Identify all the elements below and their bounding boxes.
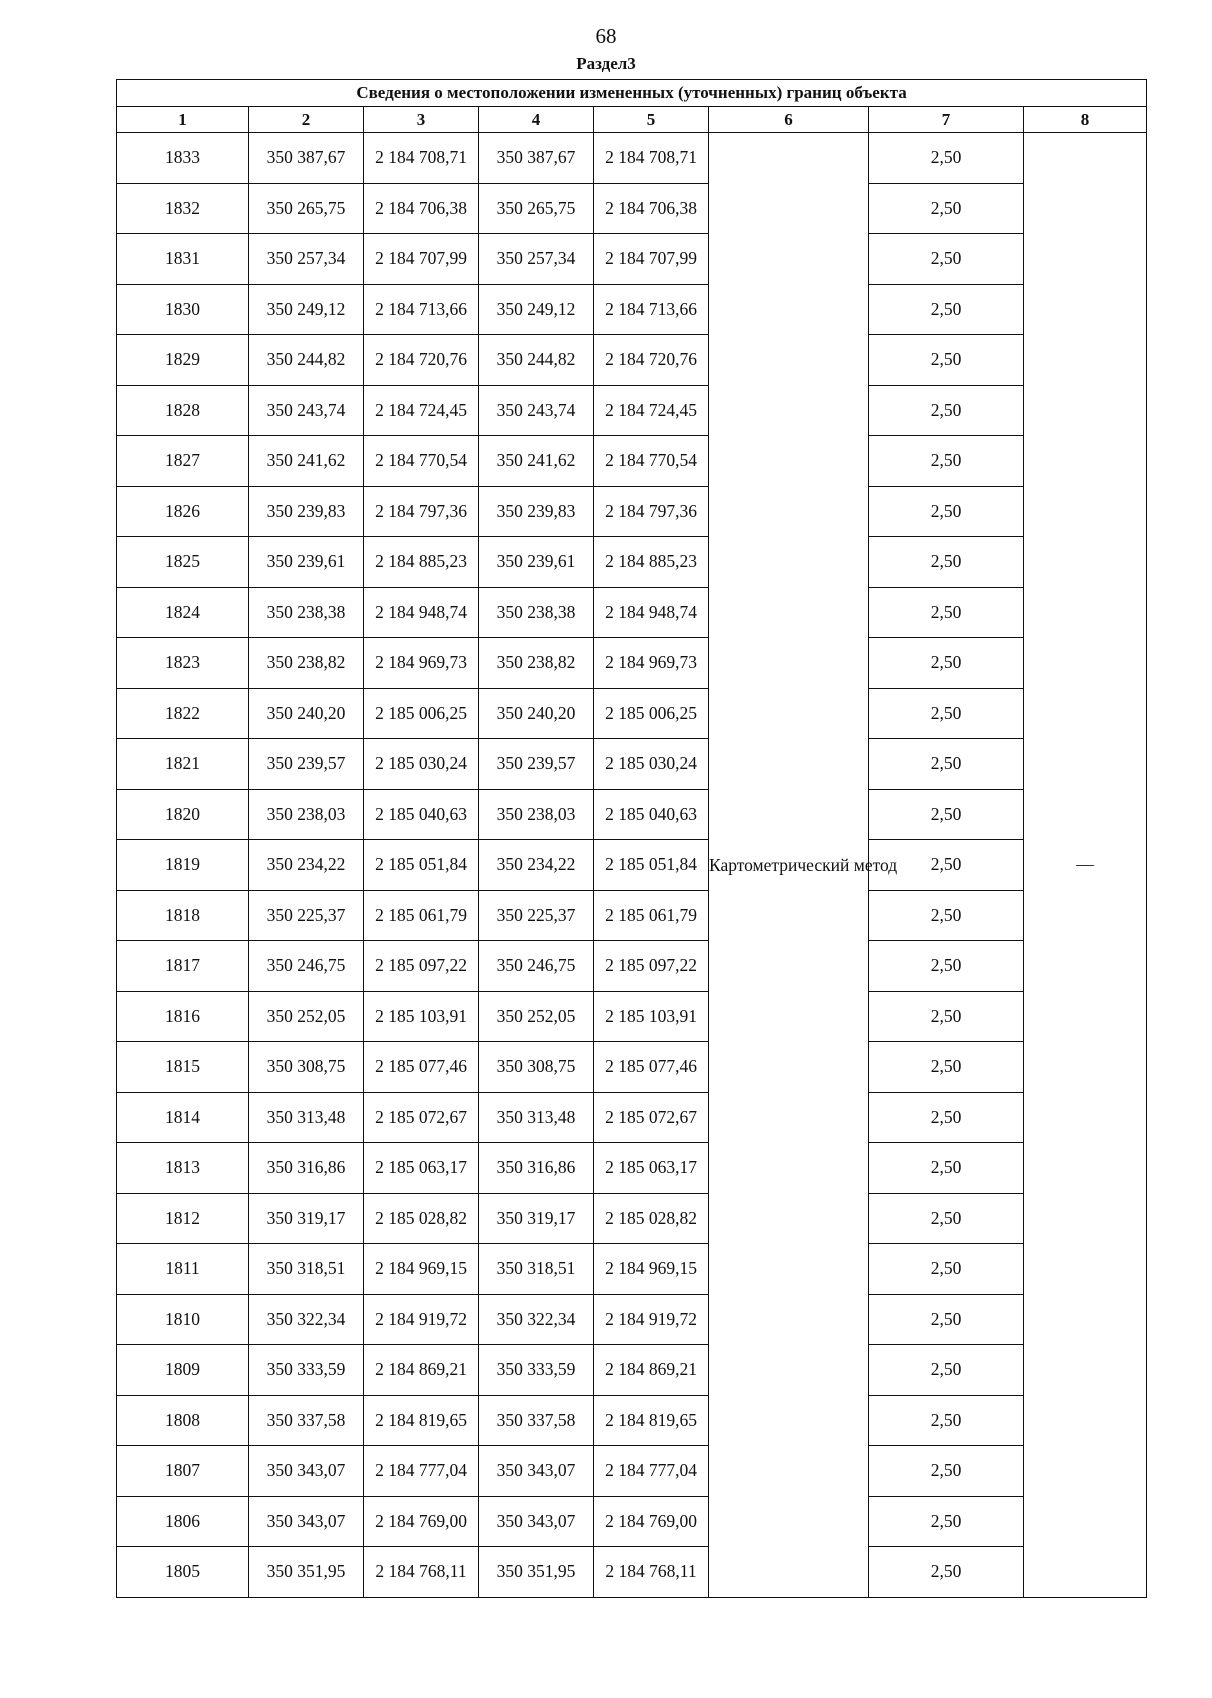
description-cell: — bbox=[1024, 133, 1147, 1598]
new-y-cell: 2 184 713,66 bbox=[594, 284, 709, 335]
point-number-cell: 1806 bbox=[117, 1496, 249, 1547]
table-row bbox=[117, 1446, 1147, 1497]
old-y-cell: 2 185 061,79 bbox=[364, 890, 479, 941]
new-y-cell: 2 185 063,17 bbox=[594, 1143, 709, 1194]
precision-cell: 2,50 bbox=[869, 1395, 1024, 1446]
new-y-cell: 2 184 724,45 bbox=[594, 385, 709, 436]
precision-cell: 2,50 bbox=[869, 183, 1024, 234]
new-x-cell: 350 225,37 bbox=[479, 890, 594, 941]
new-x-cell: 350 240,20 bbox=[479, 688, 594, 739]
new-x-cell: 350 234,22 bbox=[479, 840, 594, 891]
old-y-cell: 2 184 708,71 bbox=[364, 133, 479, 184]
column-number: 4 bbox=[479, 107, 594, 133]
new-y-cell: 2 184 769,00 bbox=[594, 1496, 709, 1547]
new-x-cell: 350 244,82 bbox=[479, 335, 594, 386]
boundary-table bbox=[116, 79, 1147, 1598]
precision-cell: 2,50 bbox=[869, 789, 1024, 840]
precision-cell: 2,50 bbox=[869, 133, 1024, 184]
point-number-cell: 1805 bbox=[117, 1547, 249, 1598]
old-y-cell: 2 185 006,25 bbox=[364, 688, 479, 739]
precision-cell: 2,50 bbox=[869, 941, 1024, 992]
new-x-cell: 350 351,95 bbox=[479, 1547, 594, 1598]
table-row bbox=[117, 739, 1147, 790]
table-row bbox=[117, 890, 1147, 941]
old-x-cell: 350 238,82 bbox=[249, 638, 364, 689]
table-row bbox=[117, 1042, 1147, 1093]
precision-cell: 2,50 bbox=[869, 1042, 1024, 1093]
new-y-cell: 2 184 969,73 bbox=[594, 638, 709, 689]
old-y-cell: 2 185 063,17 bbox=[364, 1143, 479, 1194]
new-x-cell: 350 343,07 bbox=[479, 1496, 594, 1547]
point-number-cell: 1823 bbox=[117, 638, 249, 689]
new-y-cell: 2 184 819,65 bbox=[594, 1395, 709, 1446]
old-x-cell: 350 343,07 bbox=[249, 1496, 364, 1547]
new-x-cell: 350 318,51 bbox=[479, 1244, 594, 1295]
new-y-cell: 2 184 706,38 bbox=[594, 183, 709, 234]
new-x-cell: 350 319,17 bbox=[479, 1193, 594, 1244]
new-x-cell: 350 252,05 bbox=[479, 991, 594, 1042]
old-x-cell: 350 387,67 bbox=[249, 133, 364, 184]
precision-cell: 2,50 bbox=[869, 991, 1024, 1042]
new-y-cell: 2 185 030,24 bbox=[594, 739, 709, 790]
table-row bbox=[117, 1345, 1147, 1396]
new-x-cell: 350 243,74 bbox=[479, 385, 594, 436]
table-row bbox=[117, 133, 1147, 184]
old-y-cell: 2 185 077,46 bbox=[364, 1042, 479, 1093]
new-x-cell: 350 265,75 bbox=[479, 183, 594, 234]
precision-cell: 2,50 bbox=[869, 739, 1024, 790]
old-y-cell: 2 185 051,84 bbox=[364, 840, 479, 891]
table-row bbox=[117, 1143, 1147, 1194]
new-y-cell: 2 184 869,21 bbox=[594, 1345, 709, 1396]
old-x-cell: 350 265,75 bbox=[249, 183, 364, 234]
old-x-cell: 350 316,86 bbox=[249, 1143, 364, 1194]
new-y-cell: 2 184 777,04 bbox=[594, 1446, 709, 1497]
page-number: 68 bbox=[595, 24, 617, 48]
method-cell: Картометрический метод bbox=[709, 133, 869, 1598]
old-x-cell: 350 239,61 bbox=[249, 537, 364, 588]
new-x-cell: 350 238,82 bbox=[479, 638, 594, 689]
new-y-cell: 2 185 006,25 bbox=[594, 688, 709, 739]
old-x-cell: 350 243,74 bbox=[249, 385, 364, 436]
old-y-cell: 2 184 797,36 bbox=[364, 486, 479, 537]
point-number-cell: 1811 bbox=[117, 1244, 249, 1295]
old-y-cell: 2 184 706,38 bbox=[364, 183, 479, 234]
precision-cell: 2,50 bbox=[869, 436, 1024, 487]
old-y-cell: 2 185 040,63 bbox=[364, 789, 479, 840]
new-x-cell: 350 316,86 bbox=[479, 1143, 594, 1194]
new-y-cell: 2 184 885,23 bbox=[594, 537, 709, 588]
old-y-cell: 2 184 768,11 bbox=[364, 1547, 479, 1598]
column-number-row bbox=[117, 107, 1147, 133]
point-number-cell: 1810 bbox=[117, 1294, 249, 1345]
table-row bbox=[117, 436, 1147, 487]
new-y-cell: 2 184 969,15 bbox=[594, 1244, 709, 1295]
new-y-cell: 2 185 097,22 bbox=[594, 941, 709, 992]
point-number-cell: 1819 bbox=[117, 840, 249, 891]
table-row bbox=[117, 537, 1147, 588]
point-number-cell: 1814 bbox=[117, 1092, 249, 1143]
precision-cell: 2,50 bbox=[869, 537, 1024, 588]
precision-cell: 2,50 bbox=[869, 385, 1024, 436]
point-number-cell: 1817 bbox=[117, 941, 249, 992]
precision-cell: 2,50 bbox=[869, 688, 1024, 739]
table-row bbox=[117, 486, 1147, 537]
new-x-cell: 350 241,62 bbox=[479, 436, 594, 487]
table-row bbox=[117, 941, 1147, 992]
point-number-cell: 1807 bbox=[117, 1446, 249, 1497]
precision-cell: 2,50 bbox=[869, 1092, 1024, 1143]
old-y-cell: 2 185 028,82 bbox=[364, 1193, 479, 1244]
new-y-cell: 2 184 770,54 bbox=[594, 436, 709, 487]
column-number: 7 bbox=[869, 107, 1024, 133]
table-body bbox=[117, 133, 1147, 1598]
precision-cell: 2,50 bbox=[869, 1345, 1024, 1396]
point-number-cell: 1816 bbox=[117, 991, 249, 1042]
new-y-cell: 2 184 708,71 bbox=[594, 133, 709, 184]
old-y-cell: 2 184 948,74 bbox=[364, 587, 479, 638]
old-x-cell: 350 225,37 bbox=[249, 890, 364, 941]
table-row bbox=[117, 335, 1147, 386]
point-number-cell: 1809 bbox=[117, 1345, 249, 1396]
column-number: 1 bbox=[117, 107, 249, 133]
old-x-cell: 350 238,38 bbox=[249, 587, 364, 638]
new-x-cell: 350 239,57 bbox=[479, 739, 594, 790]
point-number-cell: 1822 bbox=[117, 688, 249, 739]
point-number-cell: 1827 bbox=[117, 436, 249, 487]
table-row bbox=[117, 183, 1147, 234]
table-row bbox=[117, 688, 1147, 739]
column-number: 6 bbox=[709, 107, 869, 133]
old-y-cell: 2 185 103,91 bbox=[364, 991, 479, 1042]
table-row bbox=[117, 1547, 1147, 1598]
new-x-cell: 350 238,03 bbox=[479, 789, 594, 840]
column-number: 2 bbox=[249, 107, 364, 133]
old-x-cell: 350 238,03 bbox=[249, 789, 364, 840]
old-y-cell: 2 184 969,73 bbox=[364, 638, 479, 689]
old-y-cell: 2 185 072,67 bbox=[364, 1092, 479, 1143]
point-number-cell: 1832 bbox=[117, 183, 249, 234]
point-number-cell: 1825 bbox=[117, 537, 249, 588]
precision-cell: 2,50 bbox=[869, 1193, 1024, 1244]
table-row bbox=[117, 1092, 1147, 1143]
new-y-cell: 2 184 707,99 bbox=[594, 234, 709, 285]
table-row bbox=[117, 840, 1147, 891]
precision-cell: 2,50 bbox=[869, 1446, 1024, 1497]
precision-cell: 2,50 bbox=[869, 234, 1024, 285]
old-x-cell: 350 322,34 bbox=[249, 1294, 364, 1345]
new-x-cell: 350 249,12 bbox=[479, 284, 594, 335]
table-row bbox=[117, 991, 1147, 1042]
new-x-cell: 350 313,48 bbox=[479, 1092, 594, 1143]
point-number-cell: 1826 bbox=[117, 486, 249, 537]
new-y-cell: 2 185 051,84 bbox=[594, 840, 709, 891]
old-x-cell: 350 252,05 bbox=[249, 991, 364, 1042]
old-x-cell: 350 246,75 bbox=[249, 941, 364, 992]
precision-cell: 2,50 bbox=[869, 1496, 1024, 1547]
precision-cell: 2,50 bbox=[869, 284, 1024, 335]
old-x-cell: 350 318,51 bbox=[249, 1244, 364, 1295]
old-x-cell: 350 319,17 bbox=[249, 1193, 364, 1244]
old-x-cell: 350 257,34 bbox=[249, 234, 364, 285]
old-y-cell: 2 184 769,00 bbox=[364, 1496, 479, 1547]
table-row bbox=[117, 1496, 1147, 1547]
new-x-cell: 350 333,59 bbox=[479, 1345, 594, 1396]
old-x-cell: 350 244,82 bbox=[249, 335, 364, 386]
old-x-cell: 350 351,95 bbox=[249, 1547, 364, 1598]
point-number-cell: 1808 bbox=[117, 1395, 249, 1446]
precision-cell: 2,50 bbox=[869, 335, 1024, 386]
old-x-cell: 350 239,83 bbox=[249, 486, 364, 537]
old-x-cell: 350 343,07 bbox=[249, 1446, 364, 1497]
precision-cell: 2,50 bbox=[869, 840, 1024, 891]
point-number-cell: 1833 bbox=[117, 133, 249, 184]
old-y-cell: 2 184 777,04 bbox=[364, 1446, 479, 1497]
point-number-cell: 1821 bbox=[117, 739, 249, 790]
table-row bbox=[117, 587, 1147, 638]
old-x-cell: 350 337,58 bbox=[249, 1395, 364, 1446]
old-x-cell: 350 313,48 bbox=[249, 1092, 364, 1143]
table-row bbox=[117, 234, 1147, 285]
precision-cell: 2,50 bbox=[869, 1244, 1024, 1295]
new-x-cell: 350 387,67 bbox=[479, 133, 594, 184]
table-row bbox=[117, 284, 1147, 335]
old-y-cell: 2 184 885,23 bbox=[364, 537, 479, 588]
table-row bbox=[117, 385, 1147, 436]
new-y-cell: 2 185 061,79 bbox=[594, 890, 709, 941]
section-title: Раздел3 bbox=[576, 54, 636, 73]
point-number-cell: 1812 bbox=[117, 1193, 249, 1244]
precision-cell: 2,50 bbox=[869, 1143, 1024, 1194]
precision-cell: 2,50 bbox=[869, 890, 1024, 941]
old-y-cell: 2 184 969,15 bbox=[364, 1244, 479, 1295]
point-number-cell: 1829 bbox=[117, 335, 249, 386]
new-y-cell: 2 185 077,46 bbox=[594, 1042, 709, 1093]
new-y-cell: 2 185 040,63 bbox=[594, 789, 709, 840]
table-row bbox=[117, 1244, 1147, 1295]
new-y-cell: 2 185 028,82 bbox=[594, 1193, 709, 1244]
new-x-cell: 350 337,58 bbox=[479, 1395, 594, 1446]
point-number-cell: 1828 bbox=[117, 385, 249, 436]
old-y-cell: 2 185 097,22 bbox=[364, 941, 479, 992]
new-x-cell: 350 239,83 bbox=[479, 486, 594, 537]
table-row bbox=[117, 789, 1147, 840]
point-number-cell: 1830 bbox=[117, 284, 249, 335]
point-number-cell: 1815 bbox=[117, 1042, 249, 1093]
table-row bbox=[117, 1193, 1147, 1244]
precision-cell: 2,50 bbox=[869, 486, 1024, 537]
new-x-cell: 350 322,34 bbox=[479, 1294, 594, 1345]
point-number-cell: 1813 bbox=[117, 1143, 249, 1194]
new-y-cell: 2 184 919,72 bbox=[594, 1294, 709, 1345]
column-number: 8 bbox=[1024, 107, 1147, 133]
new-y-cell: 2 184 768,11 bbox=[594, 1547, 709, 1598]
old-x-cell: 350 249,12 bbox=[249, 284, 364, 335]
new-x-cell: 350 343,07 bbox=[479, 1446, 594, 1497]
precision-cell: 2,50 bbox=[869, 638, 1024, 689]
old-y-cell: 2 184 720,76 bbox=[364, 335, 479, 386]
table-row bbox=[117, 1294, 1147, 1345]
old-y-cell: 2 184 707,99 bbox=[364, 234, 479, 285]
old-x-cell: 350 240,20 bbox=[249, 688, 364, 739]
old-y-cell: 2 184 819,65 bbox=[364, 1395, 479, 1446]
point-number-cell: 1818 bbox=[117, 890, 249, 941]
table-row bbox=[117, 1395, 1147, 1446]
old-y-cell: 2 184 770,54 bbox=[364, 436, 479, 487]
new-x-cell: 350 308,75 bbox=[479, 1042, 594, 1093]
precision-cell: 2,50 bbox=[869, 1294, 1024, 1345]
precision-cell: 2,50 bbox=[869, 587, 1024, 638]
table-row bbox=[117, 638, 1147, 689]
old-x-cell: 350 308,75 bbox=[249, 1042, 364, 1093]
old-y-cell: 2 184 919,72 bbox=[364, 1294, 479, 1345]
column-number: 5 bbox=[594, 107, 709, 133]
old-x-cell: 350 241,62 bbox=[249, 436, 364, 487]
new-x-cell: 350 257,34 bbox=[479, 234, 594, 285]
old-x-cell: 350 333,59 bbox=[249, 1345, 364, 1396]
old-y-cell: 2 185 030,24 bbox=[364, 739, 479, 790]
old-x-cell: 350 234,22 bbox=[249, 840, 364, 891]
point-number-cell: 1820 bbox=[117, 789, 249, 840]
point-number-cell: 1831 bbox=[117, 234, 249, 285]
precision-cell: 2,50 bbox=[869, 1547, 1024, 1598]
table-caption: Сведения о местоположении измененных (уточненных) границ объекта bbox=[117, 80, 1147, 107]
old-x-cell: 350 239,57 bbox=[249, 739, 364, 790]
column-number: 3 bbox=[364, 107, 479, 133]
new-y-cell: 2 185 103,91 bbox=[594, 991, 709, 1042]
new-y-cell: 2 184 797,36 bbox=[594, 486, 709, 537]
new-x-cell: 350 239,61 bbox=[479, 537, 594, 588]
old-y-cell: 2 184 869,21 bbox=[364, 1345, 479, 1396]
old-y-cell: 2 184 724,45 bbox=[364, 385, 479, 436]
old-y-cell: 2 184 713,66 bbox=[364, 284, 479, 335]
new-x-cell: 350 246,75 bbox=[479, 941, 594, 992]
new-y-cell: 2 185 072,67 bbox=[594, 1092, 709, 1143]
new-y-cell: 2 184 948,74 bbox=[594, 587, 709, 638]
new-y-cell: 2 184 720,76 bbox=[594, 335, 709, 386]
new-x-cell: 350 238,38 bbox=[479, 587, 594, 638]
point-number-cell: 1824 bbox=[117, 587, 249, 638]
